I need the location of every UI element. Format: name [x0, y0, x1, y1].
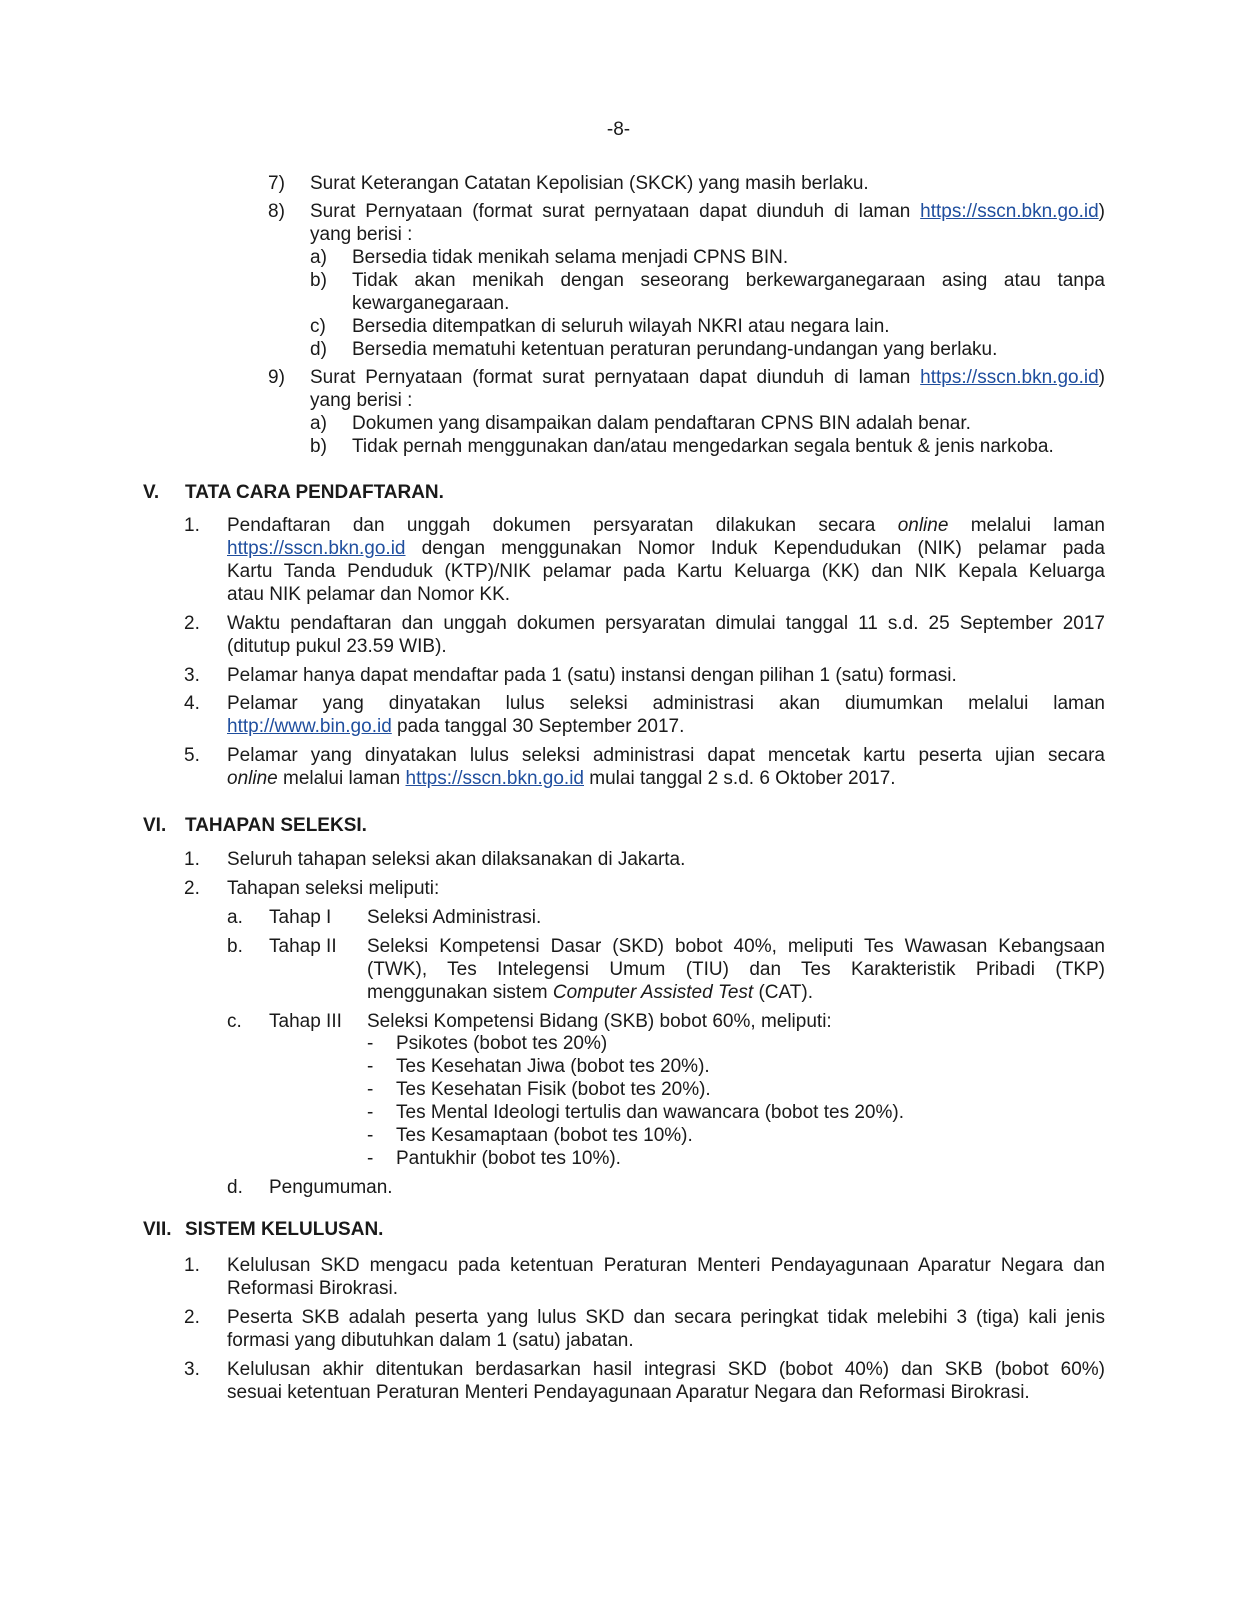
item-number: 3.	[184, 665, 200, 686]
item-text: Waktu pendaftaran dan unggah dokumen persyaratan dimulai tanggal 11 s.d. 25 September 2017	[227, 613, 1105, 634]
item-text: atau NIK pelamar dan Nomor KK.	[227, 584, 511, 605]
sub-number: a)	[310, 413, 327, 434]
item-number: 7)	[268, 173, 285, 194]
sub-text-cont: kewarganegaraan.	[352, 293, 510, 314]
page-number: -8-	[606, 119, 631, 140]
sscn-link[interactable]: https://sscn.bkn.go.id	[920, 367, 1099, 388]
sub-text: Bersedia ditempatkan di seluruh wilayah NKRI atau negara lain.	[352, 316, 890, 337]
item-number: 4.	[184, 693, 200, 714]
stage-text: Seleksi Administrasi.	[367, 907, 542, 928]
sub-number: b)	[310, 436, 327, 457]
sub-number: d)	[310, 339, 327, 360]
item-text: Pelamar hanya dapat mendaftar pada 1 (satu) instansi dengan pilihan 1 (satu) formasi.	[227, 665, 957, 686]
item-text: sesuai ketentuan Peraturan Menteri Pendayagunaan Aparatur Negara dan Reformasi Birokrasi.	[227, 1382, 1030, 1403]
section-number: VI.	[143, 815, 167, 836]
item-number: 2.	[184, 878, 200, 899]
item-number: 1.	[184, 849, 200, 870]
item-number: 5.	[184, 745, 200, 766]
section-title: SISTEM KELULUSAN.	[185, 1219, 384, 1240]
bullet-dash: -	[367, 1102, 374, 1123]
item-text: Pendaftaran dan unggah dokumen persyaratan dilakukan secara online melalui laman	[227, 515, 1105, 536]
stage-text: Seleksi Kompetensi Bidang (SKB) bobot 60%, meliputi:	[367, 1011, 832, 1032]
sscn-link[interactable]: https://sscn.bkn.go.id	[227, 538, 406, 559]
item-text: formasi yang dibutuhkan dalam 1 (satu) jabatan.	[227, 1330, 634, 1351]
sub-text: Bersedia mematuhi ketentuan peraturan perundang-undangan yang berlaku.	[352, 339, 998, 360]
sub-text: Tidak akan menikah dengan seseorang berkewarganegaraan asing atau tanpa	[352, 270, 1105, 291]
item-number: 2.	[184, 613, 200, 634]
sub-text: Tidak pernah menggunakan dan/atau mengedarkan segala bentuk & jenis narkoba.	[352, 436, 1054, 457]
item-text: Tahapan seleksi meliputi:	[227, 878, 440, 899]
stage-label: Tahap III	[269, 1011, 342, 1032]
stage-letter: c.	[227, 1011, 242, 1032]
bullet-text: Tes Kesamaptaan (bobot tes 10%).	[396, 1125, 693, 1146]
item-text: Kelulusan akhir ditentukan berdasarkan hasil integrasi SKD (bobot 40%) dan SKB (bobot 60%)	[227, 1359, 1105, 1380]
item-text: http://www.bin.go.id pada tanggal 30 September 2017.	[227, 716, 685, 737]
sub-number: c)	[310, 316, 326, 337]
item-text: Surat Pernyataan (format surat pernyataan dapat diunduh di laman https://sscn.bkn.go.id)	[310, 367, 1105, 388]
stage-label: Tahap II	[269, 936, 337, 957]
sub-number: a)	[310, 247, 327, 268]
sub-text: Dokumen yang disampaikan dalam pendaftaran CPNS BIN adalah benar.	[352, 413, 971, 434]
item-number: 1.	[184, 515, 200, 536]
item-number: 3.	[184, 1359, 200, 1380]
stage-text: Pengumuman.	[269, 1177, 393, 1198]
bullet-dash: -	[367, 1125, 374, 1146]
section-number: VII.	[143, 1219, 172, 1240]
item-number: 8)	[268, 201, 285, 222]
bullet-dash: -	[367, 1148, 374, 1169]
section-title: TAHAPAN SELEKSI.	[185, 815, 367, 836]
bullet-text: Psikotes (bobot tes 20%)	[396, 1033, 608, 1054]
bin-link[interactable]: http://www.bin.go.id	[227, 716, 392, 737]
item-text: (ditutup pukul 23.59 WIB).	[227, 636, 447, 657]
item-text: Surat Pernyataan (format surat pernyataan dapat diunduh di laman https://sscn.bkn.go.id)	[310, 201, 1105, 222]
item-text: Kelulusan SKD mengacu pada ketentuan Peraturan Menteri Pendayagunaan Aparatur Negara dan	[227, 1255, 1105, 1276]
item-text: https://sscn.bkn.go.id dengan menggunakan Nomor Induk Kependudukan (NIK) pelamar pada	[227, 538, 1105, 559]
item-text: Reformasi Birokrasi.	[227, 1278, 399, 1299]
item-number: 2.	[184, 1307, 200, 1328]
bullet-text: Tes Kesehatan Jiwa (bobot tes 20%).	[396, 1056, 710, 1077]
stage-letter: b.	[227, 936, 243, 957]
stage-text: Seleksi Kompetensi Dasar (SKD) bobot 40%, meliputi Tes Wawasan Kebangsaan	[367, 936, 1105, 957]
stage-text: (TWK), Tes Intelegensi Umum (TIU) dan Tes Karakteristik Pribadi (TKP)	[367, 959, 1105, 980]
sub-text: Bersedia tidak menikah selama menjadi CPNS BIN.	[352, 247, 789, 268]
bullet-text: Tes Kesehatan Fisik (bobot tes 20%).	[396, 1079, 711, 1100]
item-text: Pelamar yang dinyatakan lulus seleksi administrasi akan diumumkan melalui laman	[227, 693, 1105, 714]
item-number: 9)	[268, 367, 285, 388]
item-text: Seluruh tahapan seleksi akan dilaksanakan di Jakarta.	[227, 849, 686, 870]
stage-letter: a.	[227, 907, 243, 928]
item-text-cont: yang berisi :	[310, 390, 413, 411]
bullet-dash: -	[367, 1079, 374, 1100]
item-text-cont: yang berisi :	[310, 224, 413, 245]
bullet-dash: -	[367, 1056, 374, 1077]
stage-label: Tahap I	[269, 907, 332, 928]
section-number: V.	[143, 482, 160, 503]
sscn-link[interactable]: https://sscn.bkn.go.id	[920, 201, 1099, 222]
bullet-text: Tes Mental Ideologi tertulis dan wawancara (bobot tes 20%).	[396, 1102, 904, 1123]
item-number: 1.	[184, 1255, 200, 1276]
stage-text: menggunakan sistem Computer Assisted Test (CAT).	[367, 982, 813, 1003]
item-text: Peserta SKB adalah peserta yang lulus SKD dan secara peringkat tidak melebihi 3 (tiga) kali jenis	[227, 1307, 1105, 1328]
stage-letter: d.	[227, 1177, 243, 1198]
item-text: Surat Keterangan Catatan Kepolisian (SKCK) yang masih berlaku.	[310, 173, 869, 194]
item-text: online melalui laman https://sscn.bkn.go.id mulai tanggal 2 s.d. 6 Oktober 2017.	[227, 768, 896, 789]
section-title: TATA CARA PENDAFTARAN.	[185, 482, 444, 503]
sub-number: b)	[310, 270, 327, 291]
item-text: Pelamar yang dinyatakan lulus seleksi administrasi dapat mencetak kartu peserta ujian secara	[227, 745, 1105, 766]
sscn-link[interactable]: https://sscn.bkn.go.id	[405, 768, 584, 789]
bullet-text: Pantukhir (bobot tes 10%).	[396, 1148, 621, 1169]
bullet-dash: -	[367, 1033, 374, 1054]
item-text: Kartu Tanda Penduduk (KTP)/NIK pelamar pada Kartu Keluarga (KK) dan NIK Kepala Keluarga	[227, 561, 1105, 582]
